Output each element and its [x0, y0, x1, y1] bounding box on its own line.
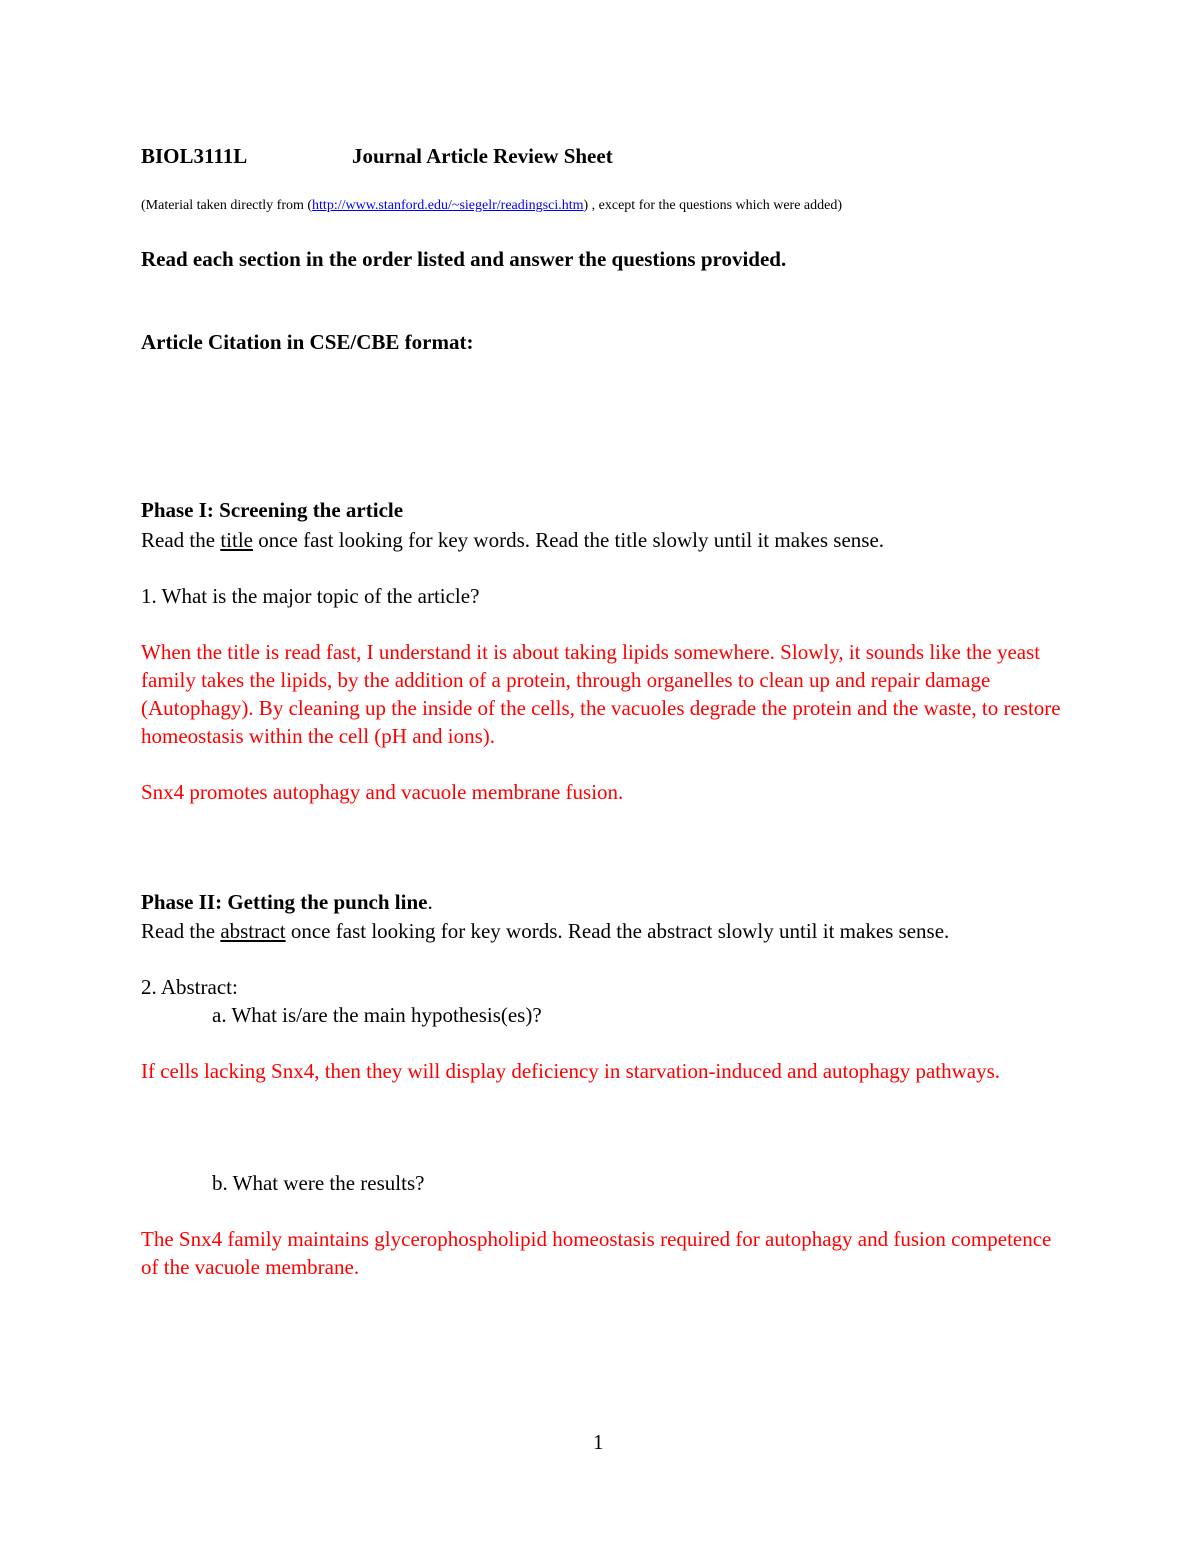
- answer-2a: If cells lacking Snx4, then they will display deficiency in starvation-induced and autophagy pathways.: [141, 1059, 1001, 1083]
- phase2-instruction-underlined: abstract: [220, 919, 286, 943]
- phase2-heading-text: Phase II: Getting the punch line: [141, 890, 428, 914]
- phase2-instruction: [141, 917, 949, 945]
- course-code: BIOL3111L: [141, 144, 248, 168]
- phase2-heading: [141, 890, 433, 915]
- citation-heading: Article Citation in CSE/CBE format:: [141, 330, 474, 354]
- question-2a: a. What is/are the main hypothesis(es)?: [212, 1003, 542, 1027]
- source-note-prefix: (Material taken directly from (: [141, 198, 313, 213]
- phase2-heading-end: .: [427, 890, 433, 914]
- page-number: 1: [593, 1430, 604, 1454]
- document-title: Journal Article Review Sheet: [352, 144, 613, 168]
- phase1-instruction-post: once fast looking for key words. Read the title slowly until it makes sense.: [252, 528, 885, 552]
- phase1-instruction-pre: Read the: [141, 528, 221, 552]
- answer-1b: Snx4 promotes autophagy and vacuole membrane fusion.: [141, 780, 624, 804]
- phase1-instruction: [141, 526, 884, 554]
- source-note-suffix: ) , except for the questions which were added): [583, 198, 843, 213]
- phase2-instruction-pre: Read the: [141, 919, 221, 943]
- source-link[interactable]: http://www.stanford.edu/~siegelr/readingsci.htm: [312, 198, 584, 213]
- phase2-instruction-post: once fast looking for key words. Read the abstract slowly until it makes sense.: [285, 919, 950, 943]
- question-2: 2. Abstract:: [141, 975, 238, 999]
- source-note: [141, 198, 842, 214]
- question-1: 1. What is the major topic of the article?: [141, 584, 480, 608]
- question-2b: b. What were the results?: [212, 1171, 425, 1195]
- instruction-heading: Read each section in the order listed and answer the questions provided.: [141, 247, 787, 271]
- phase1-instruction-underlined: title: [220, 528, 253, 552]
- answer-2b: The Snx4 family maintains glycerophospholipid homeostasis required for autophagy and fusion competence of the vacuole membrane.: [141, 1227, 1052, 1279]
- phase1-heading: Phase I: Screening the article: [141, 498, 404, 522]
- answer-1: When the title is read fast, I understand it is about taking lipids somewhere. Slowly, it sounds like the yeast family takes the lipids, by the addition of a protein, through organelles to clean up and repair damage (Autophagy). By cleaning up the inside of the cells, the vacuoles degrade the protein and the waste, to restore homeostasis within the cell (pH and ions).: [141, 640, 1061, 748]
